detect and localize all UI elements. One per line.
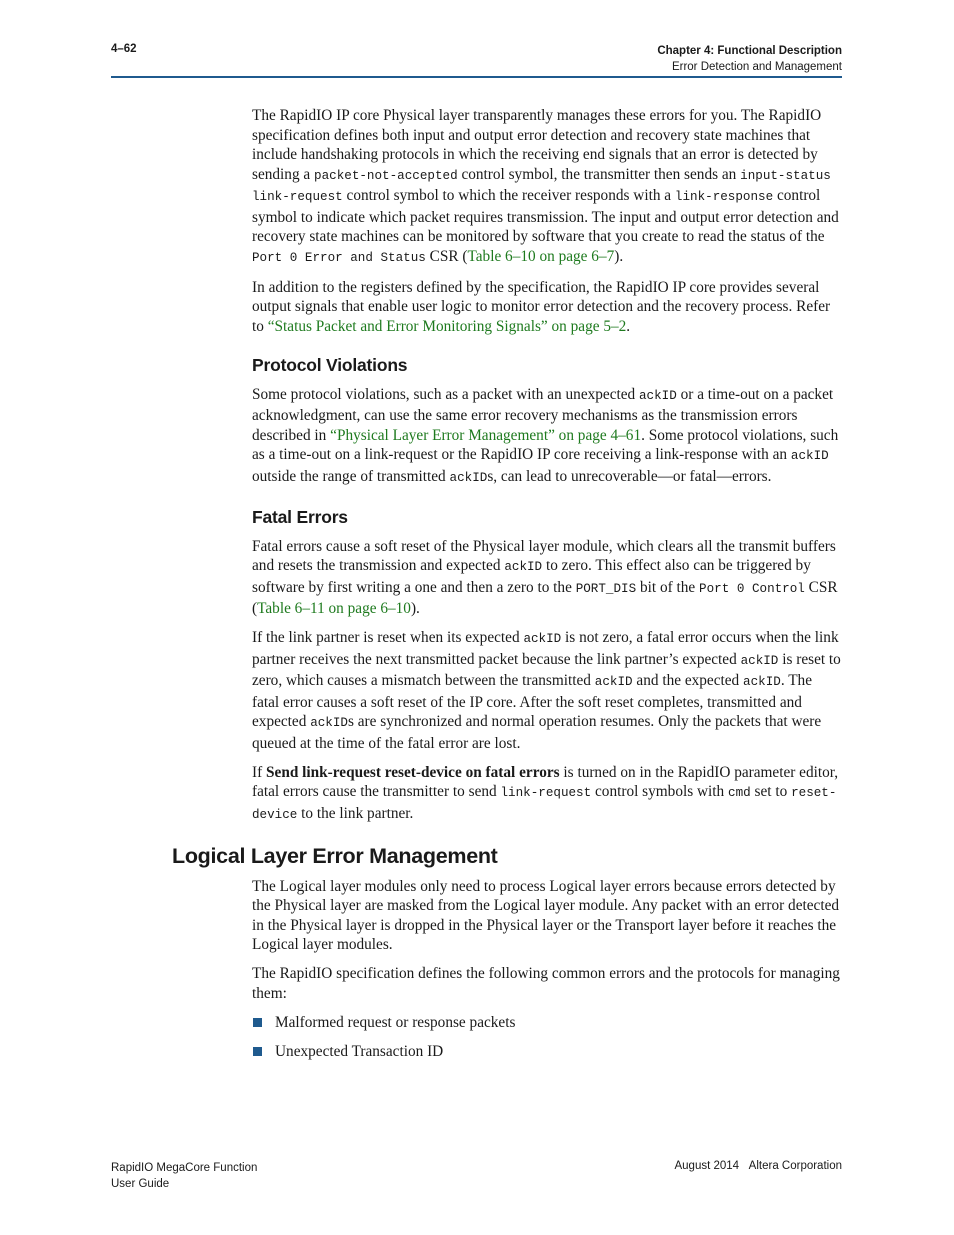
text: ). [410,600,420,617]
link-status-packet-signals[interactable]: “Status Packet and Error Monitoring Signals” on page 5–2 [267,317,627,335]
text: . [626,317,631,335]
text: control symbol to which the receiver responds with a [342,187,675,204]
link-table-6-10[interactable]: Table 6–10 on page 6–7 [467,247,615,265]
code-link-response: link-response [674,190,774,204]
link-table-6-11[interactable]: Table 6–11 on page 6–10 [257,600,411,617]
text: is reset to zero, which causes a mismatch between the transmitted [252,650,841,689]
list-item [252,1013,842,1033]
paragraph-fatal-errors [252,537,842,619]
paragraph-link-partner-reset [252,628,842,753]
text: In addition to the registers defined by the specification, the RapidIO IP core provides several output signals that enable user logic to monitor error detection and the recovery process. Refer to [252,278,831,335]
paragraph-common-errors: The RapidIO specification defines the following common errors and the protocols for managing them: [252,965,840,1002]
footer-date: August 2014 [674,1160,740,1172]
paragraph-error-recovery [252,106,842,268]
page-number: 4–62 [111,43,137,55]
text: s, can lead to unrecoverable—or fatal—errors. [487,467,772,485]
text: set to [750,783,792,800]
text: Some protocol violations, such as a packet with an unexpected [252,385,639,403]
page-body [172,106,842,1071]
code-input-status-link-request: input-status link-request [252,168,831,204]
text: s are synchronized and normal operation resumes. Only the packets that were queued at the time of the fatal error are lost. [252,713,822,752]
list-item [252,1042,842,1062]
text: bit of the [636,578,700,596]
code-ackid: ackID [639,388,677,403]
text: . The fatal error causes a soft reset of the IP core. After the soft reset completes, transmitted and expected [252,672,812,730]
running-header [657,43,842,75]
text: CSR ( [425,247,468,265]
text: or a time-out on a packet acknowledgment, can use the same error recovery mechanisms as the transmission errors described in [252,385,834,444]
footer-title-line: RapidIO MegaCore Function [111,1162,258,1174]
text: ). [614,247,624,265]
text: is not zero, a fatal error occurs when the link partner receives the next transmitted packet because the link partner’s expected [252,629,839,668]
heading-fatal-errors: Fatal Errors [252,507,348,527]
code-reset-device: reset-device [252,786,837,822]
text: control symbol to indicate which packet requires transmission. The input and output error detection and recovery state machines can be monitored by software that you create to read the status of the [252,187,839,245]
text: control symbols with [591,783,729,800]
paragraph-logical-layer: The Logical layer modules only need to process Logical layer errors because errors detected by the Physical layer are masked from the Logical layer module. Any packet with an error detected in the Physical layer is dropped in the Physical layer or the Transport layer before it reaches the Logical layer modules. [252,877,840,953]
text: control symbol, the transmitter then sends an [457,165,741,183]
text: is turned on in the RapidIO parameter editor, fatal errors cause the transmitter to send [252,763,839,800]
text: to the link partner. [297,804,414,822]
footer-title-line: User Guide [111,1178,170,1190]
square-bullet-icon [253,1047,262,1056]
text: . Some protocol violations, such as a time-out on a link-request or the RapidIO IP core receiving a link-response with an [252,426,839,463]
text: outside the range of transmitted [252,467,450,485]
text: If the link partner is reset when its expected [252,629,524,646]
text: and the expected [632,672,744,689]
code-ackid: ackID [523,632,562,646]
code-ackid: ackID [743,675,781,689]
link-physical-layer-error-management[interactable]: “Physical Layer Error Management” on page 4–61 [330,426,642,444]
code-ackid: ackID [504,560,543,574]
code-link-request: link-request [500,786,592,800]
heading-protocol-violations: Protocol Violations [252,355,408,375]
code-ackid: ackID [790,449,829,463]
error-list [252,1013,842,1062]
option-name: Send link-request reset-device on fatal errors [266,763,560,781]
code-packet-not-accepted: packet-not-accepted [314,168,458,183]
chapter-title: Chapter 4: Functional Description [657,45,842,57]
text: If [252,763,267,781]
code-port-control: Port 0 Control [699,581,805,596]
list-item-text: Malformed request or response packets [275,1013,516,1031]
footer-meta [674,1160,842,1172]
text: CSR ( [252,578,838,617]
text: The RapidIO IP core Physical layer transparently manages these errors for you. The RapidIO specification defines both input and output error detection and recovery state machines that include handshaking protocols in which the receiving end signals that an error is detected by sending a [252,107,822,183]
paragraph-protocol-violations [252,385,842,489]
list-item-text: Unexpected Transaction ID [275,1042,444,1060]
footer-title [111,1160,257,1192]
code-ackid: ackID [594,675,633,689]
heading-logical-layer-error-management: Logical Layer Error Management [172,844,498,868]
paragraph-reset-device [252,763,842,826]
code-ackid: ackID [449,470,488,485]
code-ackid: ackID [310,716,348,730]
code-port-dis: PORT_DIS [575,581,637,596]
code-cmd: cmd [728,786,751,800]
text: to zero. This effect also can be triggered by software by first writing a one and then a zero to the [252,557,811,596]
square-bullet-icon [253,1018,262,1027]
code-port-error-status: Port 0 Error and Status [252,250,426,265]
section-title: Error Detection and Management [671,61,842,73]
code-ackid: ackID [740,653,779,668]
footer-company: Altera Corporation [748,1160,842,1172]
text: Fatal errors cause a soft reset of the Physical layer module, which clears all the transmit buffers and resets the transmission and expected [252,537,836,574]
header-rule [111,76,842,78]
paragraph-output-signals [252,278,842,337]
